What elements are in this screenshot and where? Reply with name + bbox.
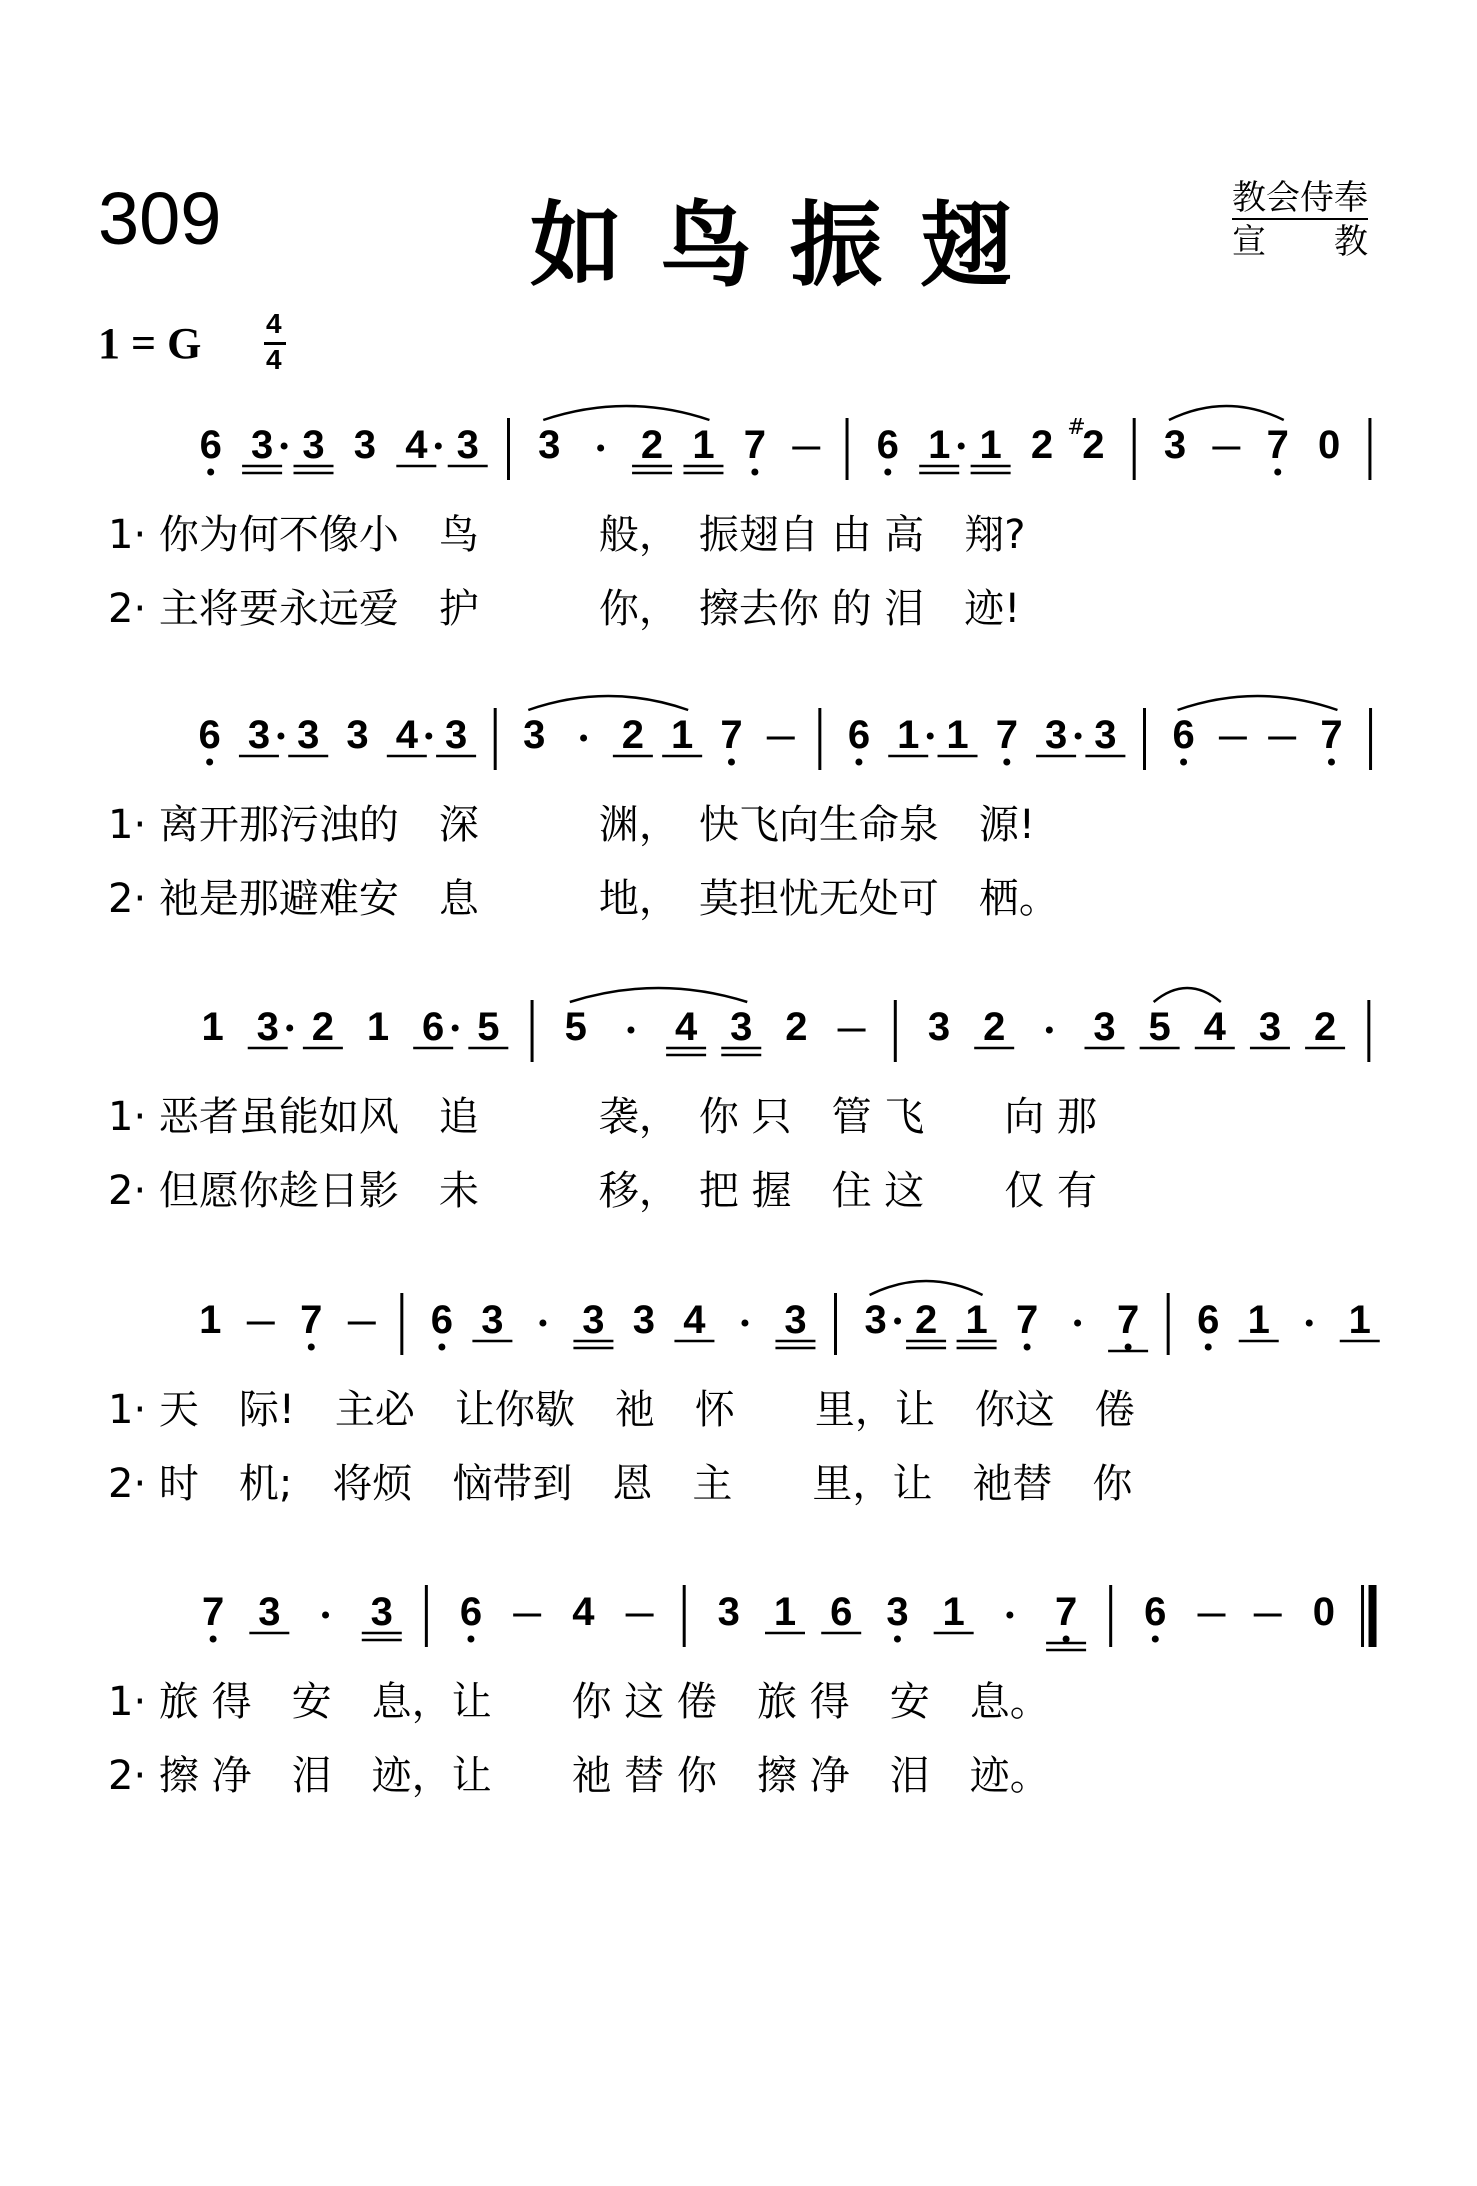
lyric-line: 2· 擦 净 泪 迹，让 祂 替 你 擦 净 泪 迹。: [108, 1753, 1050, 1799]
octave-dot-below: [1274, 469, 1281, 476]
note-digit: 6: [422, 1005, 445, 1049]
note-digit: 1: [1247, 1298, 1270, 1342]
note-digit: 3: [717, 1590, 740, 1634]
octave-dot-below: [1024, 1344, 1031, 1351]
note-digit: 1: [1348, 1298, 1371, 1342]
note-digit: 3: [523, 713, 546, 757]
slur-arc: [543, 406, 709, 420]
note-digit: 1: [671, 713, 694, 757]
slur-arc: [570, 988, 747, 1002]
dotted-note-dot: [281, 443, 288, 450]
note-digit: 6: [459, 1590, 483, 1634]
augmentation-dot: [741, 1320, 748, 1327]
note-digit: 3: [256, 1005, 279, 1049]
octave-dot-below: [1063, 1636, 1070, 1643]
octave-dot-below: [1125, 1344, 1132, 1351]
note-digit: 3: [346, 713, 369, 757]
note-digit: 2: [785, 1005, 808, 1049]
note-digit: 4: [395, 713, 418, 757]
note-digit: 7: [1266, 423, 1289, 467]
note-digit: 3: [1044, 713, 1068, 757]
octave-dot-below: [1152, 1636, 1159, 1643]
augmentation-dot: [1046, 1027, 1053, 1034]
dotted-note-dot: [894, 1318, 901, 1325]
note-digit: 1: [979, 423, 1002, 467]
hymn-number: 309: [98, 177, 222, 260]
note-digit: 2: [1313, 1005, 1337, 1049]
dotted-note-dot: [435, 443, 442, 450]
note-digit: 1: [366, 1005, 390, 1049]
note-digit: 6: [1172, 713, 1195, 757]
slur-arc: [528, 696, 688, 710]
augmentation-dot: [322, 1612, 329, 1619]
note-digit: 3: [250, 423, 274, 467]
octave-dot-below: [207, 469, 214, 476]
note-digit: 1: [946, 713, 969, 757]
dotted-note-dot: [452, 1025, 459, 1032]
note-digit: 6: [847, 713, 871, 757]
note-digit: 6: [876, 423, 899, 467]
note-digit: 4: [1203, 1005, 1226, 1049]
augmentation-dot: [597, 445, 604, 452]
augmentation-dot: [1006, 1612, 1013, 1619]
note-digit: 1: [928, 423, 951, 467]
octave-dot-below: [728, 759, 735, 766]
hymn-title: 如鸟振翅: [530, 192, 1051, 299]
note-digit: 4: [683, 1298, 706, 1342]
octave-dot-below: [855, 759, 862, 766]
note-digit: 6: [430, 1298, 454, 1342]
dotted-note-dot: [425, 733, 432, 740]
note-digit: 2: [914, 1298, 938, 1342]
lyric-line: 1· 离开那污浊的 深 渊， 快飞向生命泉 源!: [108, 802, 1035, 848]
note-digit: 2: [621, 713, 645, 757]
note-digit: 7: [1320, 713, 1343, 757]
slur-arc: [1178, 696, 1338, 710]
note-digit: 1: [942, 1590, 965, 1634]
note-digit: 3: [247, 713, 271, 757]
note-digit: 3: [370, 1590, 393, 1634]
note-digit: 1: [773, 1590, 797, 1634]
dotted-note-dot: [277, 733, 284, 740]
note-digit: 3: [632, 1298, 656, 1342]
note-digit: 1: [897, 713, 920, 757]
note-digit: 3: [784, 1298, 807, 1342]
note-digit: 7: [720, 713, 743, 757]
note-digit: 3: [444, 713, 468, 757]
note-digit: 3: [886, 1590, 909, 1634]
dotted-note-dot: [958, 443, 965, 450]
note-digit: 7: [300, 1298, 323, 1342]
lyric-line: 2· 主将要永远爱 护 你， 擦去你 的 泪 迹!: [108, 586, 1021, 632]
note-digit: 3: [864, 1298, 887, 1342]
note-digit: 4: [674, 1005, 698, 1049]
note-digit: 3: [1093, 1005, 1116, 1049]
octave-dot-below: [1205, 1344, 1212, 1351]
note-digit: 7: [743, 423, 766, 467]
lyric-line: 1· 天 际! 主必 让你歇 祂 怀 里，让 你这 倦: [108, 1387, 1135, 1433]
note-digit: 3: [927, 1005, 951, 1049]
octave-dot-below: [210, 1636, 217, 1643]
note-digit: 6: [199, 423, 222, 467]
note-digit: 4: [572, 1590, 595, 1634]
octave-dot-below: [751, 469, 758, 476]
note-digit: 5: [1148, 1005, 1171, 1049]
octave-dot-below: [894, 1636, 901, 1643]
octave-dot-below: [438, 1344, 445, 1351]
note-digit: 3: [730, 1005, 753, 1049]
credit-line-1: 教会侍奉: [1232, 178, 1368, 218]
slur-arc: [1154, 988, 1221, 1002]
note-digit: 3: [1258, 1005, 1282, 1049]
octave-dot-below: [1003, 759, 1010, 766]
lyric-line: 1· 恶者虽能如风 追 袭， 你 只 管 飞 向 那: [108, 1094, 1098, 1140]
lyric-line: 2· 祂是那避难安 息 地， 莫担忧无处可 栖。: [108, 876, 1059, 922]
dotted-note-dot: [1075, 733, 1082, 740]
note-digit: 1: [201, 1005, 224, 1049]
octave-dot-below: [308, 1344, 315, 1351]
time-signature-top: 4: [266, 308, 282, 339]
note-digit: 3: [353, 423, 377, 467]
note-digit: 7: [1015, 1298, 1039, 1342]
note-digit: 3: [1163, 423, 1187, 467]
octave-dot-below: [467, 1636, 474, 1643]
credit-line-2: 宣 教: [1232, 222, 1368, 262]
note-digit: 3: [538, 423, 561, 467]
note-digit: 3: [481, 1298, 504, 1342]
note-digit: 4: [405, 423, 428, 467]
note-digit: 6: [1144, 1590, 1167, 1634]
dotted-note-dot: [286, 1025, 293, 1032]
octave-dot-below: [884, 469, 891, 476]
note-digit: 1: [199, 1298, 222, 1342]
note-digit: 0: [1318, 423, 1341, 467]
sharp-sign: #: [1067, 415, 1086, 440]
note-digit: 6: [1197, 1298, 1220, 1342]
augmentation-dot: [1306, 1320, 1313, 1327]
dotted-note-dot: [927, 733, 934, 740]
note-digit: 2: [640, 423, 664, 467]
time-signature-bottom: 4: [266, 344, 282, 375]
note-digit: 2: [1082, 423, 1105, 467]
slur-arc: [870, 1281, 983, 1295]
note-digit: 7: [201, 1590, 225, 1634]
note-digit: 3: [297, 713, 320, 757]
slur-arc: [1169, 406, 1284, 420]
note-digit: 3: [302, 423, 325, 467]
note-digit: 7: [1116, 1298, 1140, 1342]
note-digit: 2: [1030, 423, 1054, 467]
augmentation-dot: [1074, 1320, 1081, 1327]
lyric-line: 2· 时 机; 将烦 恼带到 恩 主 里，让 祂替 你: [108, 1461, 1133, 1507]
note-digit: 5: [477, 1005, 500, 1049]
note-digit: 3: [1094, 713, 1117, 757]
octave-dot-below: [1328, 759, 1335, 766]
note-digit: 3: [582, 1298, 605, 1342]
note-digit: 3: [258, 1590, 281, 1634]
octave-dot-below: [206, 759, 213, 766]
note-digit: 7: [995, 713, 1018, 757]
augmentation-dot: [627, 1027, 634, 1034]
note-digit: 0: [1312, 1590, 1336, 1634]
augmentation-dot: [580, 735, 587, 742]
lyric-line: 1· 旅 得 安 息，让 你 这 倦 旅 得 安 息。: [108, 1679, 1050, 1725]
note-digit: 3: [456, 423, 479, 467]
note-digit: 1: [692, 423, 715, 467]
note-digit: 2: [983, 1005, 1006, 1049]
note-digit: 6: [198, 713, 221, 757]
note-digit: 5: [564, 1005, 587, 1049]
lyric-line: 2· 但愿你趁日影 未 移， 把 握 住 这 仅 有: [108, 1168, 1098, 1214]
augmentation-dot: [539, 1320, 546, 1327]
note-digit: 1: [965, 1298, 988, 1342]
key-signature: 1 = G: [98, 319, 202, 368]
note-digit: 7: [1054, 1590, 1078, 1634]
note-digit: 2: [311, 1005, 335, 1049]
note-digit: 6: [830, 1590, 853, 1634]
lyric-line: 1· 你为何不像小 鸟 般， 振翅自 由 高 翔?: [108, 512, 1026, 558]
octave-dot-below: [1180, 759, 1187, 766]
